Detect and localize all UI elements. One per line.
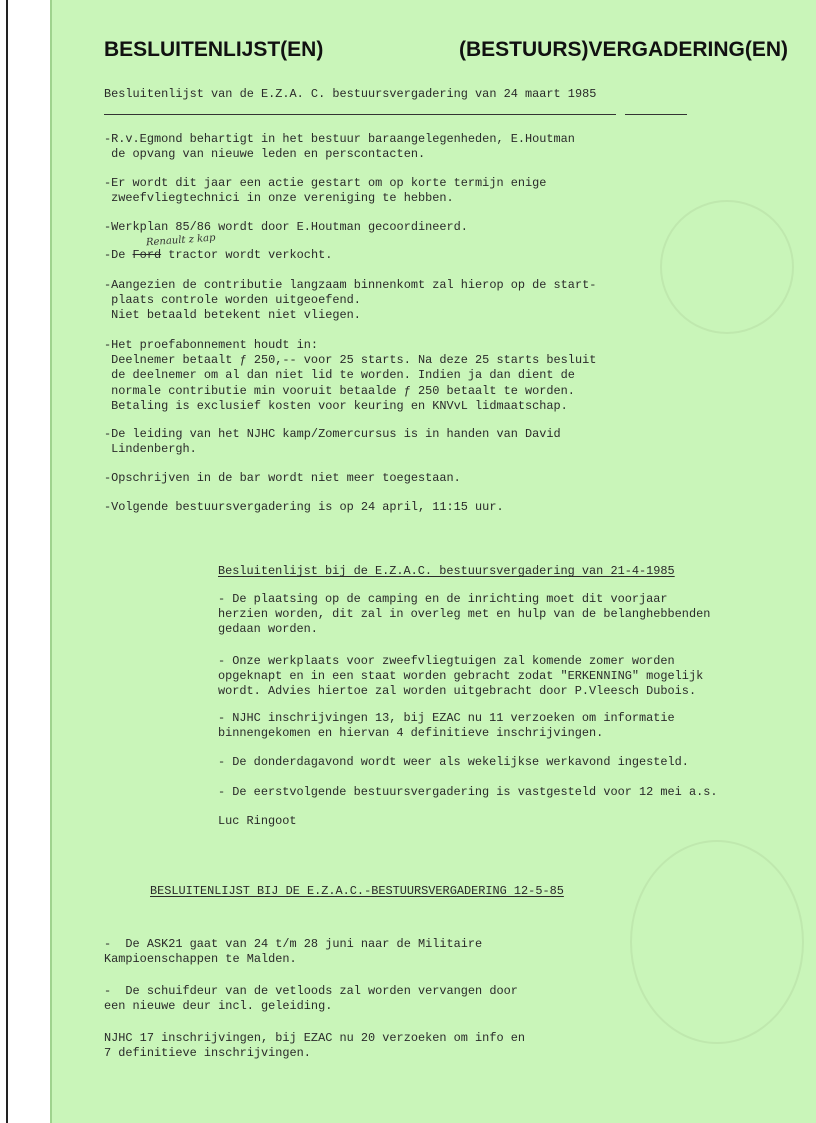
section2-item-1: - De plaatsing op de camping en de inrichting moet dit voorjaar herzien worden, dit zal in overleg met en hulp van de belanghebbenden gedaan worden. (218, 592, 711, 636)
section2-item-4: - De donderdagavond wordt weer als wekelijkse werkavond ingesteld. (218, 755, 689, 769)
section3-item-3: NJHC 17 inschrijvingen, bij EZAC nu 20 verzoeken om info en 7 definitieve inschrijvingen. (104, 1031, 525, 1060)
section2-item-3: - NJHC inschrijvingen 13, bij EZAC nu 11 verzoeken om informatie binnengekomen en hiervan 4 definitieve inschrijvingen. (218, 711, 675, 740)
section1-item-6: -De leiding van het NJHC kamp/Zomercursus is in handen van David Lindenbergh. (104, 427, 561, 457)
section1-item-1: -R.v.Egmond behartigt in het bestuur baraangelegenheden, E.Houtman de opvang van nieuwe leden en perscontacten. (104, 132, 575, 162)
section2-item-5: - De eerstvolgende bestuursvergadering is vastgesteld voor 12 mei a.s. (218, 785, 718, 799)
page-left-margin (0, 0, 52, 1123)
section2-signature: Luc Ringoot (218, 814, 297, 828)
section1-item-4: -Aangezien de contributie langzaam binnenkomt zal hierop op de start- plaats controle worden uitgeoefend. Niet betaald betekent niet vliegen. (104, 278, 597, 323)
section2-item-2: - Onze werkplaats voor zweefvliegtuigen zal komende zomer worden opgeknapt en in een staat worden gebracht zodat "ERKENNING" mogelijk wordt. Advies hiertoe zal worden uitgebracht door P.Vleesch Dubois. (218, 654, 704, 698)
section2-title: Besluitenlijst bij de E.Z.A.C. bestuursvergadering van 21-4-1985 (218, 564, 675, 578)
section1-item-7: -Opschrijven in de bar wordt niet meer toegestaan. (104, 471, 461, 485)
section1-divider-left (104, 114, 616, 115)
tractor-suffix: tractor wordt verkocht. (161, 248, 333, 262)
section3-title: BESLUITENLIJST BIJ DE E.Z.A.C.-BESTUURSVERGADERING 12-5-85 (150, 884, 564, 898)
section1-item-3: -Werkplan 85/86 wordt door E.Houtman gecoordineerd. (104, 220, 468, 234)
section1-item-5: -Het proefabonnement houdt in: Deelnemer betaalt ƒ 250,-- voor 25 starts. Na deze 25 starts besluit de deelnemer om al dan niet lid te worden. Indien ja dan dient de normale contributie min vooruit betaalde ƒ 250 betaalt te worden. Betaling is exclusief kosten voor keuring en KNVvL lidmaatschap. (104, 338, 597, 413)
section1-item-2: -Er wordt dit jaar een actie gestart om op korte termijn enige zweefvliegtechnici in onze vereniging te hebben. (104, 176, 547, 206)
tractor-struck-word: Ford (132, 248, 162, 262)
section1-item-8: -Volgende bestuursvergadering is op 24 april, 11:15 uur. (104, 500, 504, 514)
tractor-prefix: -De (104, 248, 133, 262)
header-right-title: (BESTUURS)VERGADERING(EN) (459, 38, 789, 61)
section3-item-2: - De schuifdeur van de vetloods zal worden vervangen door een nieuwe deur incl. geleiding. (104, 984, 518, 1013)
binding-line (6, 0, 8, 1123)
faint-stamp-top (660, 200, 794, 334)
section1-title: Besluitenlijst van de E.Z.A. C. bestuursvergadering van 24 maart 1985 (104, 87, 597, 101)
section1-divider-right (625, 114, 687, 115)
handwritten-annotation: Renault z kap (145, 232, 216, 249)
section1-item-tractor (104, 248, 332, 263)
faint-stamp-bottom (630, 840, 804, 1044)
header-left-title: BESLUITENLIJST(EN) (104, 38, 324, 61)
section3-item-1: - De ASK21 gaat van 24 t/m 28 juni naar de Militaire Kampioenschappen te Malden. (104, 937, 483, 966)
